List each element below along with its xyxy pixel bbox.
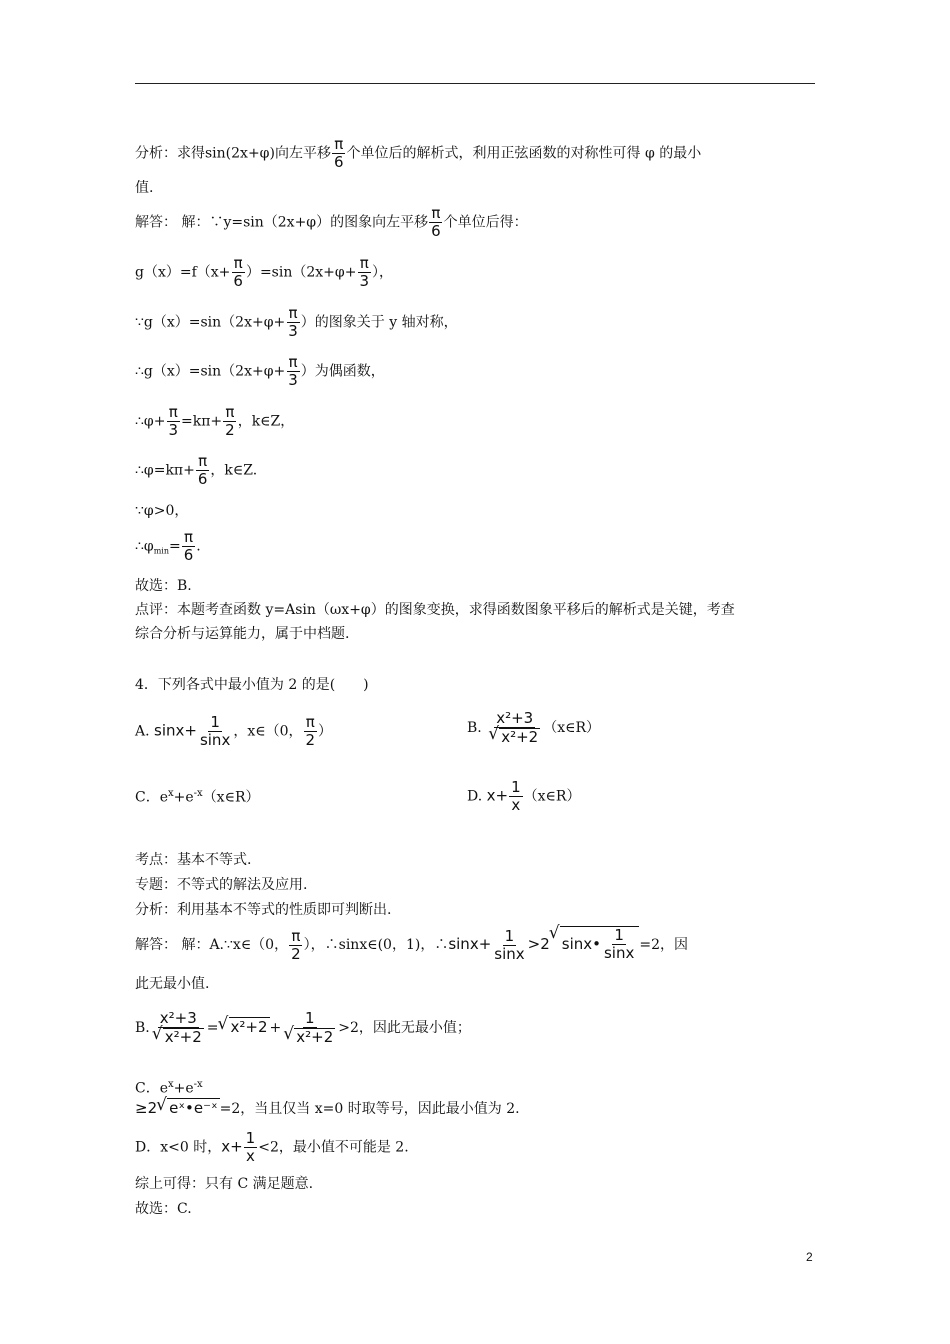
solution-c: C．$e^x+e^{-x}$ ≥2√ eˣ•e⁻ˣ =2，当且仅当 x=0 时取等号，因此最小值为 2.: [135, 1076, 520, 1118]
answer-2: 故选：C.: [135, 1201, 192, 1217]
option-c: C．$e^x+e^{-x}(x\in R)$: [135, 788, 260, 806]
option-b: B. x²+3 √ x²+2 （x∈R）: [467, 710, 600, 746]
symmetry-line: ∵g（x）=sin（2x+φ+ $\frac{\pi}{3}$ ）的图象关于 y 轴对称，: [135, 304, 458, 340]
solution-a-cont: 此无最小值.: [135, 976, 210, 992]
comment-line-1: 点评：本题考查函数 y=Asin（ωx+φ）的图象变换，求得函数图象平移后的解析式是关键，考查: [135, 602, 735, 618]
fraction-pi-6: $\frac{\pi}{6}$: [333, 135, 344, 171]
option-d: D. x+ $\frac{1}{x}$ （x∈R）: [467, 778, 581, 814]
answer-1: 故选：B.: [135, 578, 192, 594]
solution-line-1: 解答： 解：∵y=sin（2x+φ）的图象向左平移 $\frac{\pi}{6}$ 个单位后得：: [135, 204, 528, 240]
solution-d: D．x<0 时，x+ $\frac{1}{x}$ <2，最小值不可能是 2.: [135, 1129, 409, 1165]
analysis-line-1: 分析：求得sin(2x+φ)向左平移 $\frac{\pi}{6}$ 个单位后的解析式，利用正弦函数的对称性可得 φ 的最小: [135, 135, 702, 171]
comment-line-2: 综合分析与运算能力，属于中档题.: [135, 626, 350, 642]
phi-positive: ∵φ>0，: [135, 503, 189, 519]
summary: 综上可得：只有 C 满足题意.: [135, 1176, 314, 1192]
solution-a: 解答： 解：A.∵x∈（0， $\frac{\pi}{2}$ ），∴sinx∈(0，1)，∴sinx+ $\frac{1}{\sin x}$ >2√ sinx• $\frac{1}{\sin x}$ =2，因: [135, 926, 688, 963]
page-number: 2: [806, 1250, 813, 1264]
question-4: 4．下列各式中最小值为 2 的是( ): [135, 677, 369, 693]
zhuanti: 专题：不等式的解法及应用.: [135, 877, 308, 893]
phi-min: $\therefore\varphi_{min}=$ $\frac{\pi}{6}$ .: [135, 528, 201, 564]
phi-equation-1: ∴φ+ $\frac{\pi}{3}$ =kπ+ $\frac{\pi}{2}$ ，k∈Z，: [135, 403, 295, 439]
header-rule: [135, 83, 815, 84]
analysis-line-2: 值.: [135, 180, 154, 196]
solution-b: B. x²+3 √ x²+2 =√ x²+2 + 1 √ x²+2 >2，因此无最小值；: [135, 1010, 471, 1046]
phi-equation-2: ∴φ=kπ+ $\frac{\pi}{6}$ ，k∈Z.: [135, 452, 258, 488]
even-function-line: ∴g（x）=sin（2x+φ+ $\frac{\pi}{3}$ ）为偶函数，: [135, 353, 385, 389]
fenxi: 分析：利用基本不等式的性质即可判断出.: [135, 902, 392, 918]
option-a: A. sinx+ $\frac{1}{\sin x}$ ，x∈（0， $\frac{\pi}{2}$ ）: [135, 713, 333, 749]
g-definition: g（x）=f（x+ $\frac{\pi}{6}$ ）=sin（2x+φ+ $\frac{\pi}{3}$ ），: [135, 254, 393, 290]
kaodian: 考点：基本不等式.: [135, 852, 252, 868]
